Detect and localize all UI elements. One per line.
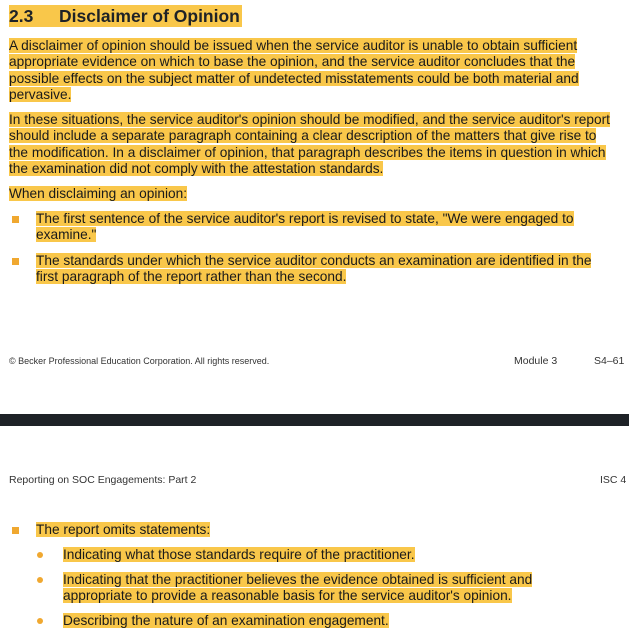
section-title: Disclaimer of Opinion	[59, 6, 240, 26]
list-item: The standards under which the service auditor conducts an examination are identified in the first paragraph of the report rather than the second.	[9, 253, 609, 287]
running-head: Reporting on SOC Engagements: Part 2	[9, 474, 197, 486]
list-item: The first sentence of the service auditor's report is revised to state, "We were engaged to examine."	[9, 211, 609, 245]
footer-copyright: © Becker Professional Education Corporation. All rights reserved.	[9, 356, 270, 366]
sub-list-item: Indicating that the practitioner believes the evidence obtained is sufficient and appropriate to provide a reasonable basis for the service auditor's opinion.	[36, 572, 596, 606]
footer-module: Module 3	[514, 355, 558, 367]
sub-list-item: Indicating what those standards require of the practitioner.	[36, 547, 596, 565]
section-heading	[9, 5, 242, 27]
page-separator	[0, 414, 629, 426]
section-code: ISC 4	[600, 474, 627, 486]
lead-in-text: When disclaiming an opinion:	[9, 186, 188, 201]
sub-list-item: Describing the nature of an examination engagement.	[36, 613, 596, 631]
dot-bullet-icon	[37, 577, 43, 583]
paragraph-disclaimer-definition: A disclaimer of opinion should be issued when the service auditor is unable to obtain sufficient appropriate evidence on which to base the opinion, and the service auditor concludes that the possible effects on the subject matter of undetected misstatements could be both material and pervasive.	[9, 38, 579, 102]
dot-bullet-icon	[37, 618, 43, 624]
square-bullet-icon	[12, 527, 19, 534]
section-number: 2.3	[9, 6, 34, 26]
footer-page-number: S4–61	[594, 355, 625, 367]
paragraph-modification: In these situations, the service auditor's opinion should be modified, and the service auditor's report should include a separate paragraph containing a clear description of the matters that give rise to the modification. In a disclaimer of opinion, that paragraph describes the items in question in which the examination did not comply with the attestation standards.	[9, 112, 610, 176]
list-item: The report omits statements:	[9, 522, 609, 540]
square-bullet-icon	[12, 216, 19, 223]
square-bullet-icon	[12, 258, 19, 265]
dot-bullet-icon	[37, 552, 43, 558]
